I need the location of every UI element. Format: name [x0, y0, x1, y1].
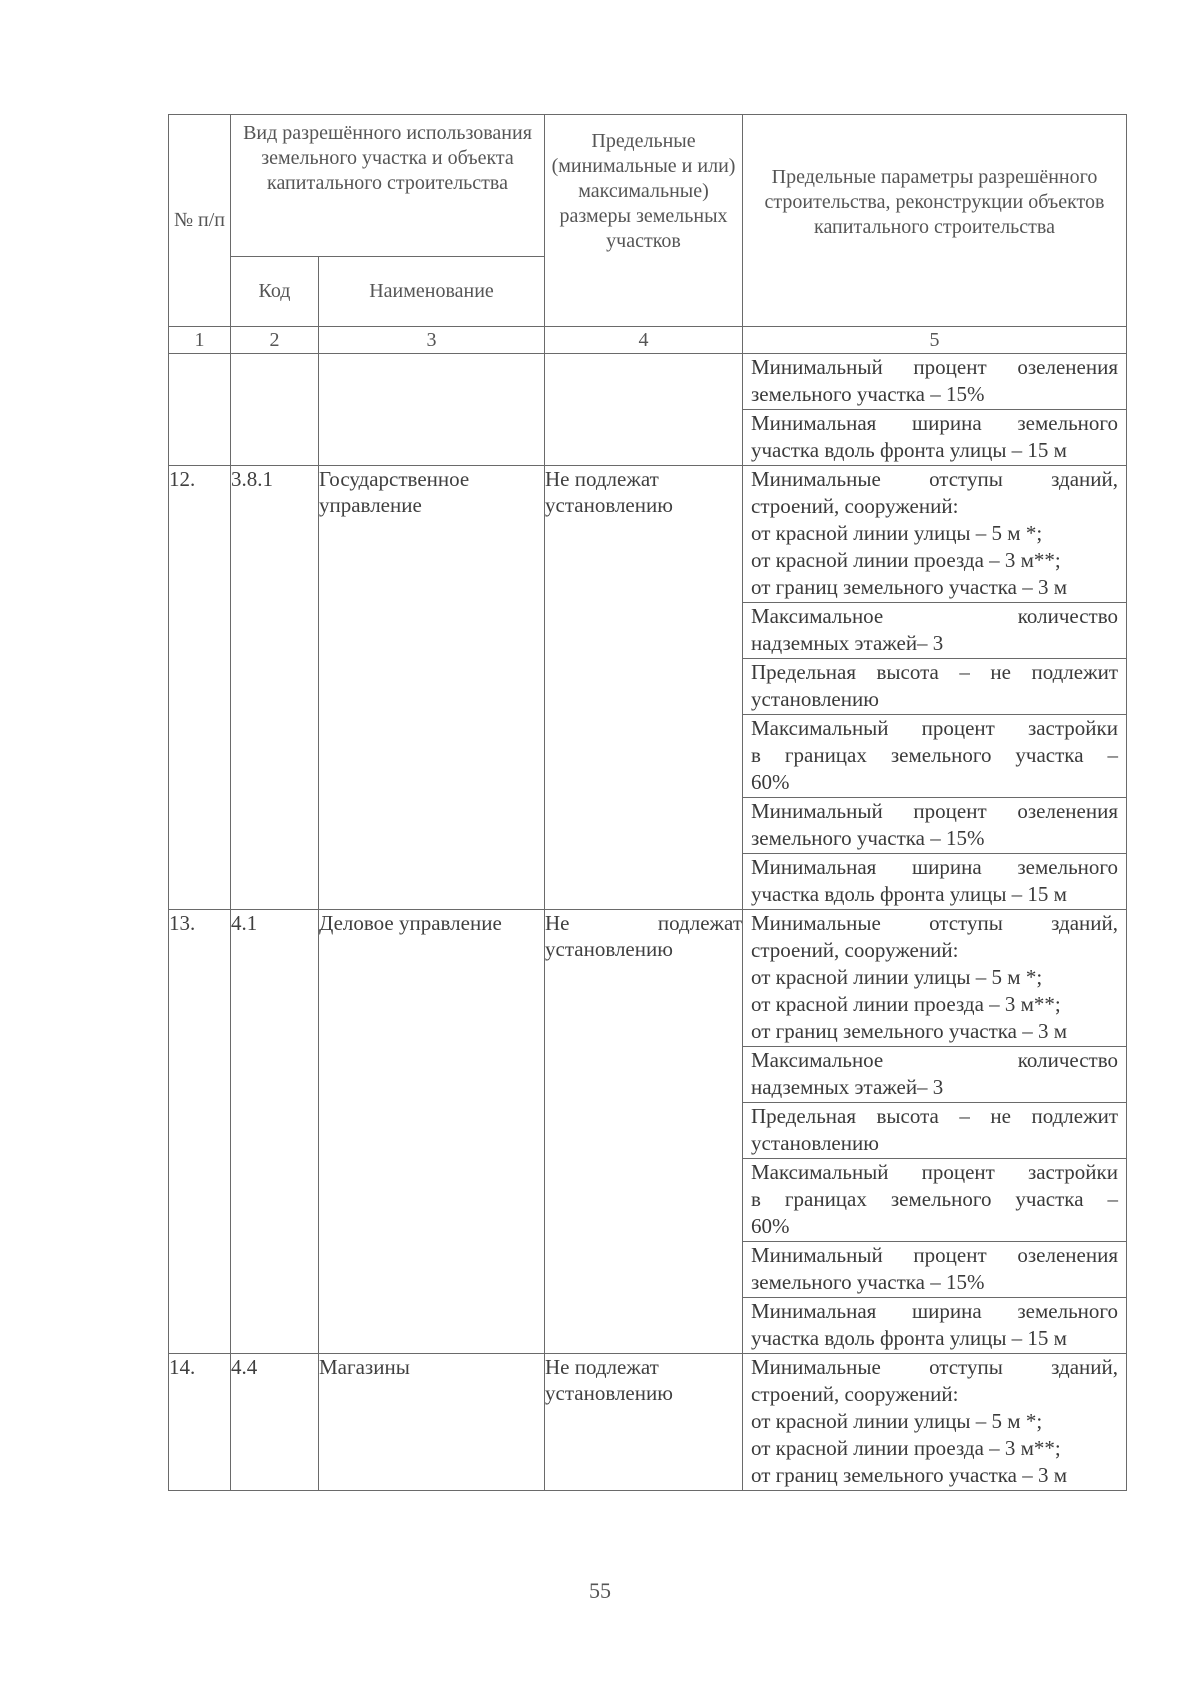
- column-number: 3: [319, 327, 545, 354]
- row-name: Деловое управление: [319, 910, 545, 1354]
- param-setbacks: Минимальные отступы зданий, строений, сооружений: от красной линии улицы – 5 м *; от красной линии проезда – 3 м**; от границ земельного участка – 3 м: [751, 467, 1118, 599]
- row-number: 14.: [169, 1354, 231, 1491]
- row-size: Не подлежат установлению: [545, 910, 743, 1354]
- params-cell: [743, 354, 1127, 466]
- param-frontage: Минимальная ширина земельного участка вдоль фронта улицы – 15 м: [743, 1297, 1126, 1353]
- row-code: 4.1: [231, 910, 319, 1354]
- param-item: Минимальная ширина земельного участка вдоль фронта улицы – 15 м: [743, 409, 1126, 465]
- param-coverage: Максимальный процент застройки в границах земельного участка – 60%: [743, 1158, 1126, 1241]
- param-item: Минимальный процент озеленения земельного участка – 15%: [751, 355, 1118, 406]
- header-no: № п/п: [169, 115, 231, 327]
- param-greenery: Минимальный процент озеленения земельного участка – 15%: [743, 1241, 1126, 1297]
- param-floors: Максимальное количество надземных этажей– 3: [743, 602, 1126, 658]
- param-height: Предельная высота – не подлежит установлению: [743, 658, 1126, 714]
- param-coverage: Максимальный процент застройки в границах земельного участка – 60%: [743, 714, 1126, 797]
- header-code: Код: [231, 257, 319, 327]
- row-code: 4.4: [231, 1354, 319, 1491]
- table-row-continuation: [169, 354, 1127, 466]
- param-height: Предельная высота – не подлежит установлению: [743, 1102, 1126, 1158]
- param-frontage: Минимальная ширина земельного участка вдоль фронта улицы – 15 м: [743, 853, 1126, 909]
- page-number: 55: [589, 1578, 611, 1603]
- params-cell: [743, 910, 1127, 1354]
- header-params: Предельные параметры разрешённого строительства, реконструкции объектов капитального строительства: [743, 115, 1127, 327]
- param-floors: Максимальное количество надземных этажей– 3: [743, 1046, 1126, 1102]
- column-number: 2: [231, 327, 319, 354]
- column-number: 4: [545, 327, 743, 354]
- column-number: 1: [169, 327, 231, 354]
- param-setbacks: Минимальные отступы зданий, строений, сооружений: от красной линии улицы – 5 м *; от красной линии проезда – 3 м**; от границ земельного участка – 3 м: [751, 911, 1118, 1043]
- table-row: [169, 1354, 1127, 1491]
- params-cell: [743, 466, 1127, 910]
- header-sizes: Предельные (минимальные и или) максимальные) размеры земельных участков: [545, 115, 743, 327]
- header-use-type: Вид разрешённого использования земельного участка и объекта капитального строительства: [231, 115, 545, 257]
- row-size: Не подлежат установлению: [545, 466, 743, 910]
- column-number: 5: [743, 327, 1127, 354]
- row-size: Не подлежат установлению: [545, 1354, 743, 1491]
- row-name: Магазины: [319, 1354, 545, 1491]
- header-name: Наименование: [319, 257, 545, 327]
- row-name: Государственное управление: [319, 466, 545, 910]
- column-numbers-row: [169, 327, 1127, 354]
- param-setbacks: Минимальные отступы зданий, строений, сооружений: от красной линии улицы – 5 м *; от красной линии проезда – 3 м**; от границ земельного участка – 3 м: [751, 1355, 1118, 1487]
- table-row: [169, 910, 1127, 1354]
- params-cell: [743, 1354, 1127, 1491]
- row-number: 12.: [169, 466, 231, 910]
- row-code: 3.8.1: [231, 466, 319, 910]
- param-greenery: Минимальный процент озеленения земельного участка – 15%: [743, 797, 1126, 853]
- row-number: 13.: [169, 910, 231, 1354]
- table-row: [169, 466, 1127, 910]
- regulations-table: [168, 114, 1127, 1491]
